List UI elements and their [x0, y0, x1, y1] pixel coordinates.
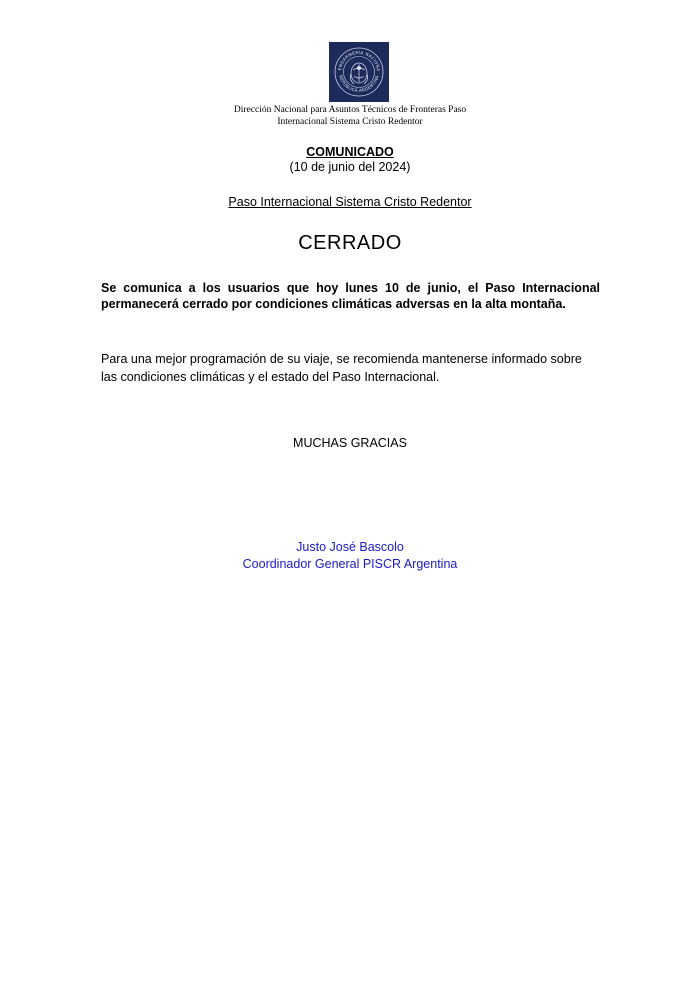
notice-line: permanecerá cerrado por condiciones climáticas adversas en la alta montaña. — [101, 297, 566, 311]
institution-line: Dirección Nacional para Asuntos Técnicos de Fronteras Paso — [233, 105, 467, 115]
institution-line: Internacional Sistema Cristo Redentor — [277, 117, 423, 127]
signature-block — [150, 539, 550, 573]
closure-notice — [101, 280, 600, 312]
status-title: CERRADO — [298, 232, 402, 254]
institution-name — [150, 104, 550, 128]
communique-title: COMUNICADO — [306, 145, 394, 159]
travel-advice — [101, 350, 611, 386]
communique-heading — [150, 145, 550, 175]
seal-logo — [329, 42, 389, 102]
subject-line: Paso Internacional Sistema Cristo Redentor — [228, 195, 472, 209]
signatory-role: Coordinador General PISCR Argentina — [242, 557, 458, 571]
seal-top-text: ENDARMERÍA NACIONA — [337, 49, 382, 72]
signatory-name: Justo José Bascolo — [296, 540, 404, 554]
closing-thanks: MUCHAS GRACIAS — [293, 436, 407, 450]
notice-line: Se comunica a los usuarios que hoy lunes 10 de junio, el Paso Internacional — [101, 281, 600, 295]
advice-line: Para una mejor programación de su viaje, se recomienda mantenerse informado sobre — [101, 352, 582, 366]
seal-bottom-text: REPÚBLICA ARGENTINA — [338, 74, 380, 94]
communique-date: (10 de junio del 2024) — [289, 160, 411, 174]
advice-line: las condiciones climáticas y el estado del Paso Internacional. — [101, 370, 440, 384]
